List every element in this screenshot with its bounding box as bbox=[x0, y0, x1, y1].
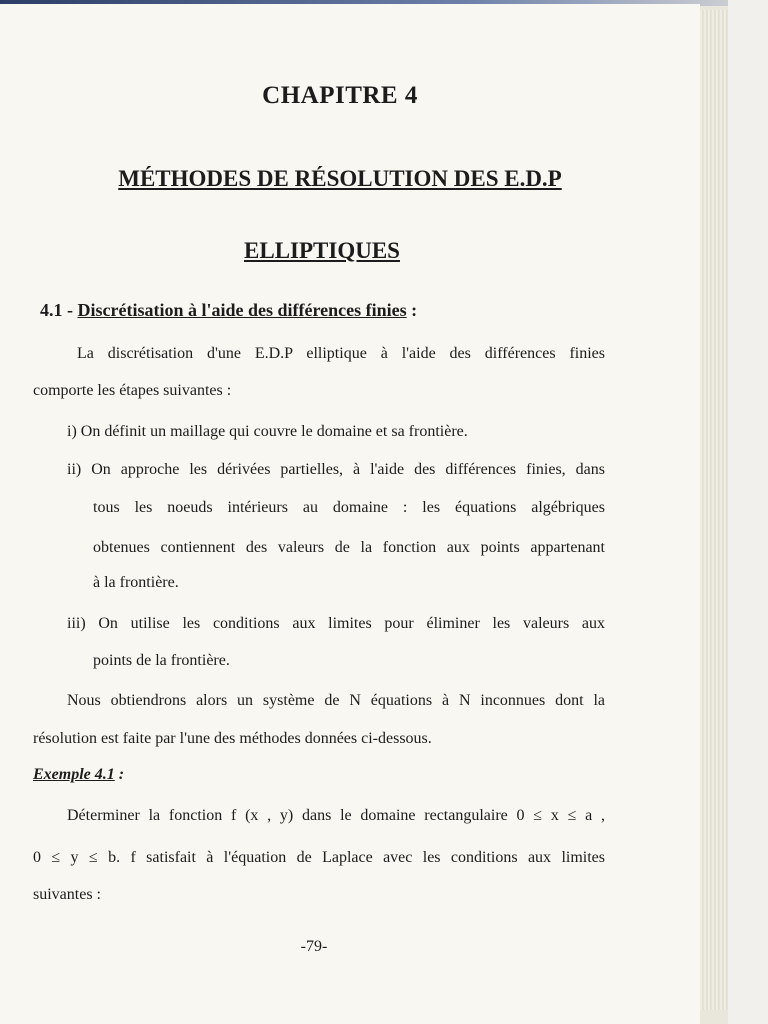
example-suffix: : bbox=[114, 766, 125, 783]
scan-background bbox=[728, 0, 768, 1024]
page-stack-edge bbox=[700, 10, 728, 1010]
chapter-heading: CHAPITRE 4 bbox=[262, 82, 418, 109]
step-2-line-1: ii) On approche les dérivées partielles, à l'aide des différences finies, dans bbox=[67, 461, 605, 478]
section-number: 4.1 - bbox=[40, 300, 78, 320]
chapter-title-line-2: ELLIPTIQUES bbox=[244, 238, 400, 263]
example-line-1: Déterminer la fonction f (x , y) dans le domaine rectangulaire 0 ≤ x ≤ a , bbox=[67, 807, 605, 824]
step-3-line-1: iii) On utilise les conditions aux limites pour éliminer les valeurs aux bbox=[67, 615, 605, 632]
section-suffix: : bbox=[406, 300, 418, 320]
step-2-line-2: tous les noeuds intérieurs au domaine : les équations algébriques bbox=[93, 499, 605, 516]
step-1: i) On définit un maillage qui couvre le domaine et sa frontière. bbox=[67, 423, 468, 440]
chapter-title-line-1: MÉTHODES DE RÉSOLUTION DES E.D.P bbox=[118, 166, 562, 191]
intro-line-1: La discrétisation d'une E.D.P elliptique à l'aide des différences finies bbox=[77, 345, 605, 362]
step-2-line-4: à la frontière. bbox=[93, 574, 179, 591]
example-line-2: 0 ≤ y ≤ b. f satisfait à l'équation de Laplace avec les conditions aux limites bbox=[33, 849, 605, 866]
step-2-line-3: obtenues contiennent des valeurs de la fonction aux points appartenant bbox=[93, 539, 605, 556]
section-heading bbox=[40, 300, 417, 321]
page-number: -79- bbox=[300, 938, 328, 955]
step-3-line-2: points de la frontière. bbox=[93, 652, 230, 669]
example-line-3: suivantes : bbox=[33, 886, 101, 903]
section-title: Discrétisation à l'aide des différences finies bbox=[77, 300, 407, 320]
intro-line-2: comporte les étapes suivantes : bbox=[33, 382, 232, 399]
example-heading bbox=[33, 766, 124, 784]
example-label: Exemple 4.1 bbox=[33, 766, 115, 783]
paragraph-2-line-2: résolution est faite par l'une des méthodes données ci-dessous. bbox=[33, 730, 432, 747]
paragraph-2-line-1: Nous obtiendrons alors un système de N équations à N inconnues dont la bbox=[67, 692, 605, 709]
